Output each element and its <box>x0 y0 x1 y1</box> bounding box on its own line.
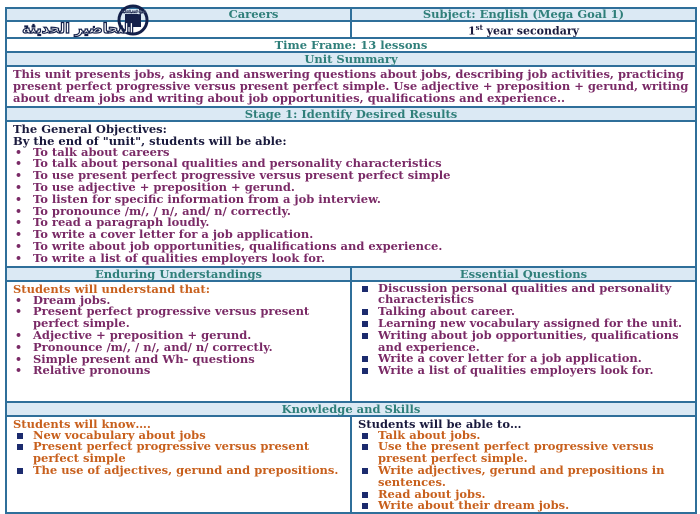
bullet-icon: • <box>15 340 23 354</box>
enduring-heading: Enduring Understandings <box>94 266 263 281</box>
objectives-title: The General Objectives: <box>13 121 167 136</box>
knowledge-right-intro: Students will be able to… <box>358 416 522 431</box>
list-item <box>358 327 689 354</box>
list-item <box>358 465 689 489</box>
bullet-icon: • <box>15 169 23 183</box>
list-item-text: Use the present perfect progressive versus present perfect simple. <box>378 439 654 466</box>
square-bullet-icon <box>362 444 368 450</box>
bullet-icon: • <box>15 228 23 242</box>
list-item <box>13 306 344 330</box>
objectives-list <box>13 144 689 265</box>
square-bullet-icon <box>17 444 23 450</box>
list-item-text: To talk about careers <box>33 144 170 159</box>
square-bullet-icon <box>362 503 368 509</box>
list-item <box>13 365 344 377</box>
list-item-text: The use of adjectives, gerund and prepositions. <box>33 463 339 478</box>
list-item-text: Dream jobs. <box>33 292 111 307</box>
square-bullet-icon <box>362 321 368 327</box>
bullet-icon: • <box>15 240 23 254</box>
knowledge-left-intro: Students will know…. <box>13 416 151 431</box>
bullet-icon: • <box>15 145 23 159</box>
list-item <box>358 441 689 465</box>
essential-heading-cell <box>351 267 696 281</box>
list-item-text: Simple present and Wh- questions <box>33 351 255 366</box>
essential-cell <box>351 281 696 402</box>
bullet-icon: • <box>15 181 23 195</box>
list-item-text: Read about jobs. <box>378 486 486 501</box>
lesson-plan-table <box>5 7 697 514</box>
square-bullet-icon <box>362 286 368 292</box>
square-bullet-icon <box>362 468 368 474</box>
objectives-intro: By the end of "unit", students will be able: <box>13 133 287 148</box>
unit-title: Careers <box>228 7 279 21</box>
unit-summary-cell <box>6 66 696 107</box>
unit-summary-text: This unit presents jobs, asking and answering questions about jobs, describing job activities, practicing present perfect progressive versus present perfect simple. Use adjective + preposition + gerund, writing about dream jobs and writing about job opportunities, qualifications and experience.. <box>13 66 689 105</box>
grade-text: year secondary <box>482 24 580 38</box>
institution-logo <box>0 0 158 42</box>
bullet-icon: • <box>15 293 23 307</box>
list-item-text: To talk about personal qualities and personality characteristics <box>33 156 442 171</box>
list-item <box>358 280 689 307</box>
square-bullet-icon <box>362 309 368 315</box>
list-item-text: Adjective + preposition + gerund. <box>33 328 252 343</box>
list-item-text: Relative pronouns <box>33 363 151 378</box>
list-item-text: Present perfect progressive versus present perfect simple <box>33 439 310 466</box>
bullet-icon: • <box>15 364 23 378</box>
knowledge-left-list <box>13 427 344 478</box>
list-item <box>358 500 689 512</box>
list-item-text: To write a list of qualities employers look for. <box>33 250 325 265</box>
objectives-cell <box>6 121 696 267</box>
list-item-text: To pronounce /m/, / n/, and/ n/ correctly. <box>33 203 291 218</box>
knowledge-heading-cell <box>6 402 696 416</box>
bullet-icon: • <box>15 329 23 343</box>
knowledge-right-cell <box>351 416 696 514</box>
list-item-text: Learning new vocabulary assigned for the unit. <box>378 316 683 331</box>
subject-text: Subject: English (Mega Goal 1) <box>422 7 625 21</box>
enduring-intro: Students will understand that: <box>13 281 210 296</box>
list-item-text: To write about job opportunities, qualifications and experience. <box>33 239 443 254</box>
logo-text-main: التحاضير الحديثة <box>22 21 134 37</box>
grade-num: 1 <box>467 24 476 38</box>
list-item-text: Write a cover letter for a job application. <box>378 351 642 366</box>
list-item-text: To read a paragraph loudly. <box>33 215 210 230</box>
square-bullet-icon <box>17 433 23 439</box>
list-item-text: Discussion personal qualities and personality characteristics <box>378 280 672 307</box>
square-bullet-icon <box>362 433 368 439</box>
bullet-icon: • <box>15 251 23 265</box>
bullet-icon: • <box>15 305 23 319</box>
square-bullet-icon <box>362 356 368 362</box>
enduring-cell <box>6 281 351 402</box>
lesson-plan-page <box>5 7 695 513</box>
enduring-list <box>13 292 344 378</box>
time-frame: Time Frame: 13 lessons <box>274 37 428 52</box>
knowledge-heading: Knowledge and Skills <box>281 401 421 416</box>
stage1-heading: Stage 1: Identify Desired Results <box>244 106 458 121</box>
square-bullet-icon <box>362 333 368 339</box>
square-bullet-icon <box>362 492 368 498</box>
logo-text-top: مؤسسة <box>120 6 147 15</box>
enduring-heading-cell <box>6 267 351 281</box>
list-item-text: Talk about jobs. <box>378 427 481 442</box>
square-bullet-icon <box>17 468 23 474</box>
list-item <box>13 250 689 265</box>
essential-heading: Essential Questions <box>459 266 588 281</box>
bullet-icon: • <box>15 216 23 230</box>
list-item-text: To use adjective + preposition + gerund. <box>33 180 295 195</box>
unit-summary-heading-cell <box>6 52 696 66</box>
grade-cell <box>351 21 696 38</box>
list-item-text: To listen for specific information from a job interview. <box>33 191 381 206</box>
bullet-icon: • <box>15 204 23 218</box>
list-item <box>13 441 344 465</box>
bullet-icon: • <box>15 157 23 171</box>
essential-list <box>358 280 689 378</box>
bullet-icon: • <box>15 192 23 206</box>
square-bullet-icon <box>362 368 368 374</box>
subject-cell <box>351 8 696 21</box>
list-item-text: To use present perfect progressive versus present perfect simple <box>33 168 451 183</box>
unit-summary-heading: Unit Summary <box>304 51 398 66</box>
list-item-text: New vocabulary about jobs <box>33 427 206 442</box>
list-item <box>13 465 344 477</box>
knowledge-left-cell <box>6 416 351 514</box>
list-item-text: Write a list of qualities employers look for. <box>378 363 654 378</box>
grade-sup: st <box>475 23 483 32</box>
list-item-text: Present perfect progressive versus present perfect simple. <box>33 304 310 331</box>
list-item-text: Talking about career. <box>378 304 516 319</box>
list-item-text: Write about their dream jobs. <box>378 498 570 513</box>
list-item-text: Writing about job opportunities, qualifications and experience. <box>378 327 679 354</box>
list-item-text: Write adjectives, gerund and prepositions in sentences. <box>378 463 665 489</box>
list-item <box>358 365 689 377</box>
bullet-icon: • <box>15 352 23 366</box>
list-item-text: Pronounce /m/, / n/, and/ n/ correctly. <box>33 339 273 354</box>
stage1-heading-cell <box>6 107 696 121</box>
list-item-text: To write a cover letter for a job application. <box>33 227 314 242</box>
